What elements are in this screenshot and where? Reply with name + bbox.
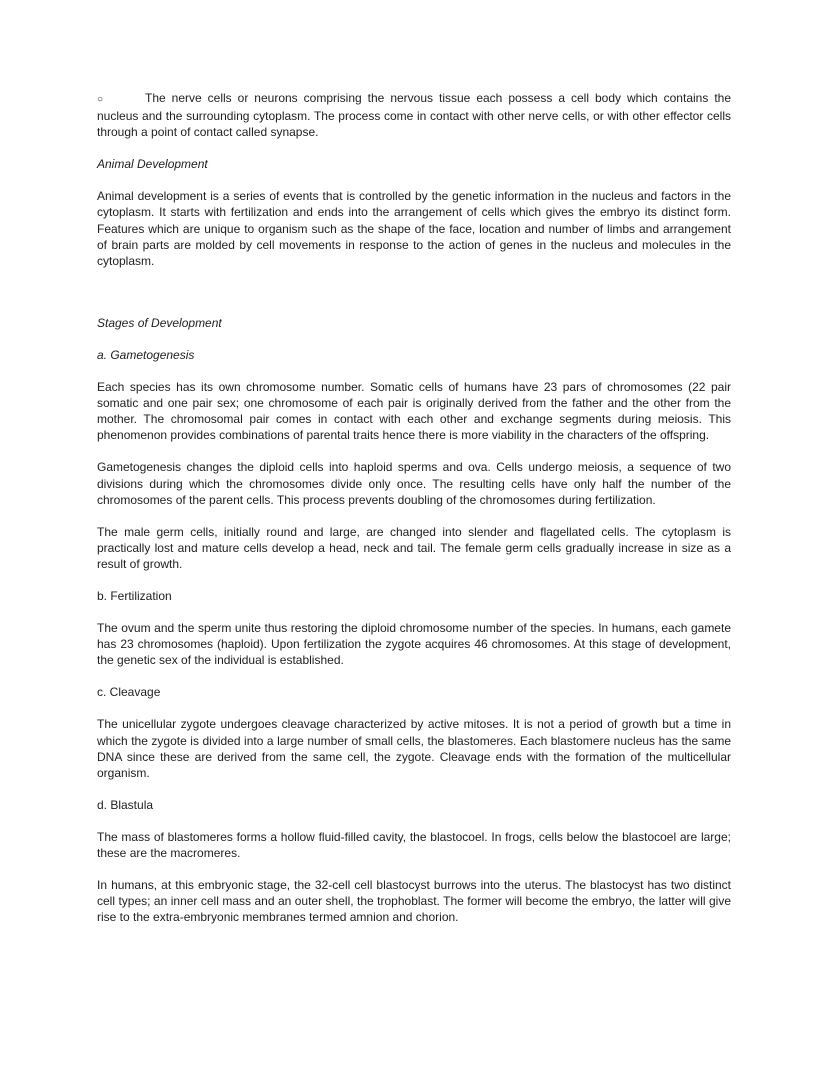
- section-heading: Stages of Development: [97, 315, 222, 330]
- paragraph: The unicellular zygote undergoes cleavage characterized by active mitoses. It is not a period of growth but a time in which the zygote is divided into a large number of small cells, the blastomeres. Each blastomere nucleus has the same DNA since these are derived from the same cell, the zygote. Cleavage ends with the formation of the multicellular organism.: [97, 717, 731, 780]
- section-heading: a. Gametogenesis: [97, 347, 195, 362]
- paragraph: In humans, at this embryonic stage, the 32-cell cell blastocyst burrows into the uterus. The blastocyst has two distinct cell types; an inner cell mass and an outer shell, the trophoblast. The former will become the embryo, the latter will give rise to the extra-embryonic membranes termed amnion and chorion.: [97, 878, 731, 925]
- document-body: [97, 90, 731, 925]
- paragraph: Each species has its own chromosome number. Somatic cells of humans have 23 pars of chromosomes (22 pair somatic and one pair sex; one chromosome of each pair is originally derived from the father and the other from the mother. The chromosomal pair comes in contact with each other and exchange segments during meiosis. This phenomenon provides combinations of parental traits hence there is more viability in the characters of the offspring.: [97, 380, 731, 443]
- paragraph: The mass of blastomeres forms a hollow fluid-filled cavity, the blastocoel. In frogs, cells below the blastocoel are large; these are the macromeres.: [97, 829, 731, 860]
- paragraph: Animal development is a series of events that is controlled by the genetic information in the nucleus and factors in the cytoplasm. It starts with fertilization and ends into the arrangement of cells which gives the embryo its distinct form. Features which are unique to organism such as the shape of the face, location and number of limbs and arrangement of brain parts are molded by cell movements in response to the action of genes in the nucleus and molecules in the cytoplasm.: [97, 189, 731, 268]
- paragraph: The male germ cells, initially round and large, are changed into slender and flagellated cells. The cytoplasm is practically lost and mature cells develop a head, neck and tail. The female germ cells gradually increase in size as a result of growth.: [97, 524, 731, 571]
- section-heading: Animal Development: [97, 157, 208, 172]
- circle-bullet-icon: ○: [97, 94, 104, 105]
- section-heading: b. Fertilization: [97, 588, 172, 603]
- bullet-paragraph: [97, 90, 731, 140]
- paragraph: Gametogenesis changes the diploid cells into haploid sperms and ova. Cells undergo meiosis, a sequence of two divisions during which the chromosomes divide only once. The resulting cells have only half the number of the chromosomes of the parent cells. This process prevents doubling of the chromosomes during fertilization.: [97, 460, 731, 507]
- section-heading: d. Blastula: [97, 797, 154, 812]
- paragraph: The ovum and the sperm unite thus restoring the diploid chromosome number of the species. In humans, each gamete has 23 chromosomes (haploid). Upon fertilization the zygote acquires 46 chromosomes. At this stage of development, the genetic sex of the individual is established.: [97, 621, 731, 668]
- paragraph-text: The nerve cells or neurons comprising the nervous tissue each possess a cell body which contains the nucleus and the surrounding cytoplasm. The process come in contact with other nerve cells, or with other effector cells through a point of contact called synapse.: [97, 91, 731, 140]
- section-heading: c. Cleavage: [97, 685, 161, 700]
